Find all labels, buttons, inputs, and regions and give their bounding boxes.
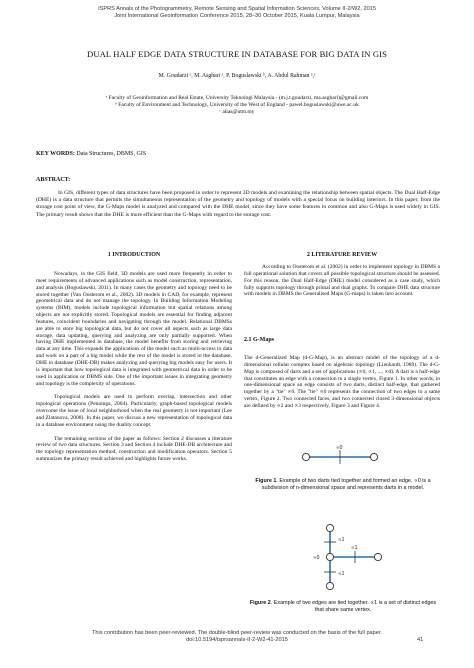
figure-2-vertex-bottom	[326, 582, 333, 589]
figure-2-label-top: ∝1	[338, 537, 345, 543]
figure-1-diagram	[300, 444, 380, 470]
subsection-2-1-heading: 2.1 G-Maps	[244, 337, 274, 343]
figure-2-caption-label: Figure 2	[249, 600, 271, 606]
left-column-body	[36, 271, 232, 470]
figure-2-label-bottom: ∝1	[338, 571, 345, 577]
figure-2-label-right: ∝1	[351, 545, 358, 551]
keywords	[36, 151, 146, 157]
affiliation-b: ᵇ Faculty of Environment and Technology, University of the West of England - pawel.boguslawski@uwe.ac.uk	[115, 102, 359, 108]
literature-review-paragraph: According to Oosterom et al. (2002) in order to implement topology in DBMS a full operational solution that covers all possible topological structure should be assessed. For this reason, the Dual Half-Edge (DHE) model considered as a case study, which fully supports topology through primal and dual graphs. To compare DHE data structure with models in DBMS the Generalised Maps (G-maps) is taken into account.	[244, 264, 440, 298]
paper-title: DUAL HALF EDGE DATA STRUCTURE IN DATABASE FOR BIG DATA IN GIS	[87, 49, 387, 59]
gmaps-body	[244, 355, 440, 417]
journal-header-line1: ISPRS Annals of the Photogrammetry, Remote Sensing and Spatial Information Sciences, Volume II-2/W2, 2015	[98, 6, 376, 12]
figure-2-vertex-right	[374, 553, 381, 560]
figure-2-label-mid: ∝0	[313, 555, 320, 561]
figure-1-vertex-left	[302, 453, 309, 460]
section-1-heading: 1 INTRODUCTION	[107, 252, 161, 258]
abstract-text: In GIS, different types of data structures have been proposed in order to represent 3D models and examining the relationship between spatial objects. The Dual Half-Edge (DHE) is a data structure that permits the simultaneous representation of the geometry and topology of models with a special focus on building interiors. In this paper, from the storage cost point of view, the G-Maps model is analyzed and compared with the DHE model, since they have some features in common and also G-Maps is used widely in GIS. The primary result shows that the DHE is more efficient than the G-Maps with regard to the storage cost.	[36, 190, 440, 218]
author-list: M. Goudarzi ᵃ, M. Asghari ᵃ, P. Boguslawski ᵇ, A. Abdul Rahman ᵃ,ᶜ	[158, 73, 316, 79]
figure-2-vertex-top	[326, 524, 333, 531]
figure-2-diagram	[300, 520, 386, 594]
figure-1-caption	[248, 478, 438, 492]
figure-1-vertex-right	[370, 453, 377, 460]
affiliation-a: ᵃ Faculty of Geoinformation and Real Estate, University Teknologi Malaysia - (m.j.t.goudarzi, ma.asghari)@gmail.com	[105, 95, 369, 101]
figure-1-caption-text: . Example of two darts tied together and formed an edge, ∝0 is a subdivision of n-dimensional space and represents darts in a model.	[261, 478, 431, 491]
intro-paragraph-2: Topological models are used to perform overlap, intersection and other topological operations (Penninga, 2004). Particularly, graph-based topological models overcome the issue of local neighborhood when the real geometry is not important (Lee and Zlatanova, 2008). In this paper, we discuss a new representation of topological data in a database environment using the duality concept.	[36, 394, 232, 428]
page-number: 41	[417, 637, 424, 643]
journal-header-line2: Joint International Geoinformation Conference 2015, 28–30 October 2015, Kuala Lumpur, Malaysia	[114, 13, 360, 19]
figure-2-caption-text: . Example of two edges are tied together. ∝1 is a set of distinct edges that share same vertex.	[270, 600, 437, 613]
abstract-heading: ABSTRACT:	[36, 177, 71, 183]
figure-2-caption	[248, 600, 438, 614]
figure-1-label: ∝0	[336, 445, 343, 451]
keywords-label: KEY WORDS:	[36, 151, 75, 157]
literature-review-intro	[244, 264, 440, 305]
footer-peer-review-note: This contribution has been peer-reviewed. The double-blind peer-review was conducted on the basis of the full paper.	[91, 630, 382, 636]
figure-1-caption-label: Figure 1	[255, 478, 277, 484]
intro-paragraph-1: Nowadays, in the GIS field, 3D models are used more frequently in order to meet requirements of advanced applications such as model construction, representation, and analysis (Boguslawski, 2011). In many cases the geometry and topology need to be stored together (Van Oosterom et al., 2002). 3D models in CAD, for example, represent geometrical data and do not manage the topology. In Building Information Modeling systems (BIM), models include topological information but spatial relations among objects are not explicitly stored. Topological models are essential for finding adjacent features, coincident boundaries and navigating through the model. Relational DBMSs are able to store big topological data, but do not cover all aspects such as large data storage, data updating, querying and analyzing are only partially supported. When having DHE implemented in database, the model benefits from storing and retrieving data at any time. This expands the applications of the model such as multi-access to data and work on a part of a big model while the rest of the model is stored in the database. DHE in database (DHE-DB) makes analyzing and querying big models easy for users. It is important that how topological data is integrated with geometrical data in order to be used in application or DBMS side. One of the important issues in integrating geometry and topology is the complexity of operations.	[36, 271, 232, 387]
gmaps-paragraph: The d-Generalized Map (d-G-Map), is an abstract model of the topology of a d-dimensional cellular complex based on algebraic topology (Lienhardt, 1989). The d-G-Map is composed of darts and a set of applications (∝0, ∝1, ..., ∝d). A dart is a half-edge that constitutes an edge with a connection to a single vertex, Figure 1. In other words, in one-dimensional space an edge consists of two darts, distinct half-edge, that gathered together by a "tie" ∝0. The "tie" ∝0 represents the connection of two edges to a same vertex, Figure 2. Two connected faces, and two connected closed 3-dimensional objects are defined by ∝2 and ∝3 respectively, Figure 3 and Figure 4.	[244, 355, 440, 409]
footer-doi: doi:10.5194/isprsannals-II-2-W2-41-2015	[186, 637, 288, 643]
page-footer	[0, 630, 474, 644]
figure-2-vertex-center	[326, 553, 333, 560]
journal-header	[0, 6, 474, 20]
affiliation-c: ᶜ alias@utm.my	[219, 109, 255, 115]
keywords-text: Data Structures, DBMS, GIS	[74, 151, 147, 157]
section-2-heading: 2 LITERATURE REVIEW	[306, 252, 378, 258]
intro-paragraph-3: The remaining sections of the paper as follows: Section 2 discusses a literature review of two data structures. Section 3 and Section 4 include DHE-DB architecture and the topology representation method, construction and modification operators. Section 5 summarizes the primary result achieved and highlights future works.	[36, 435, 232, 463]
